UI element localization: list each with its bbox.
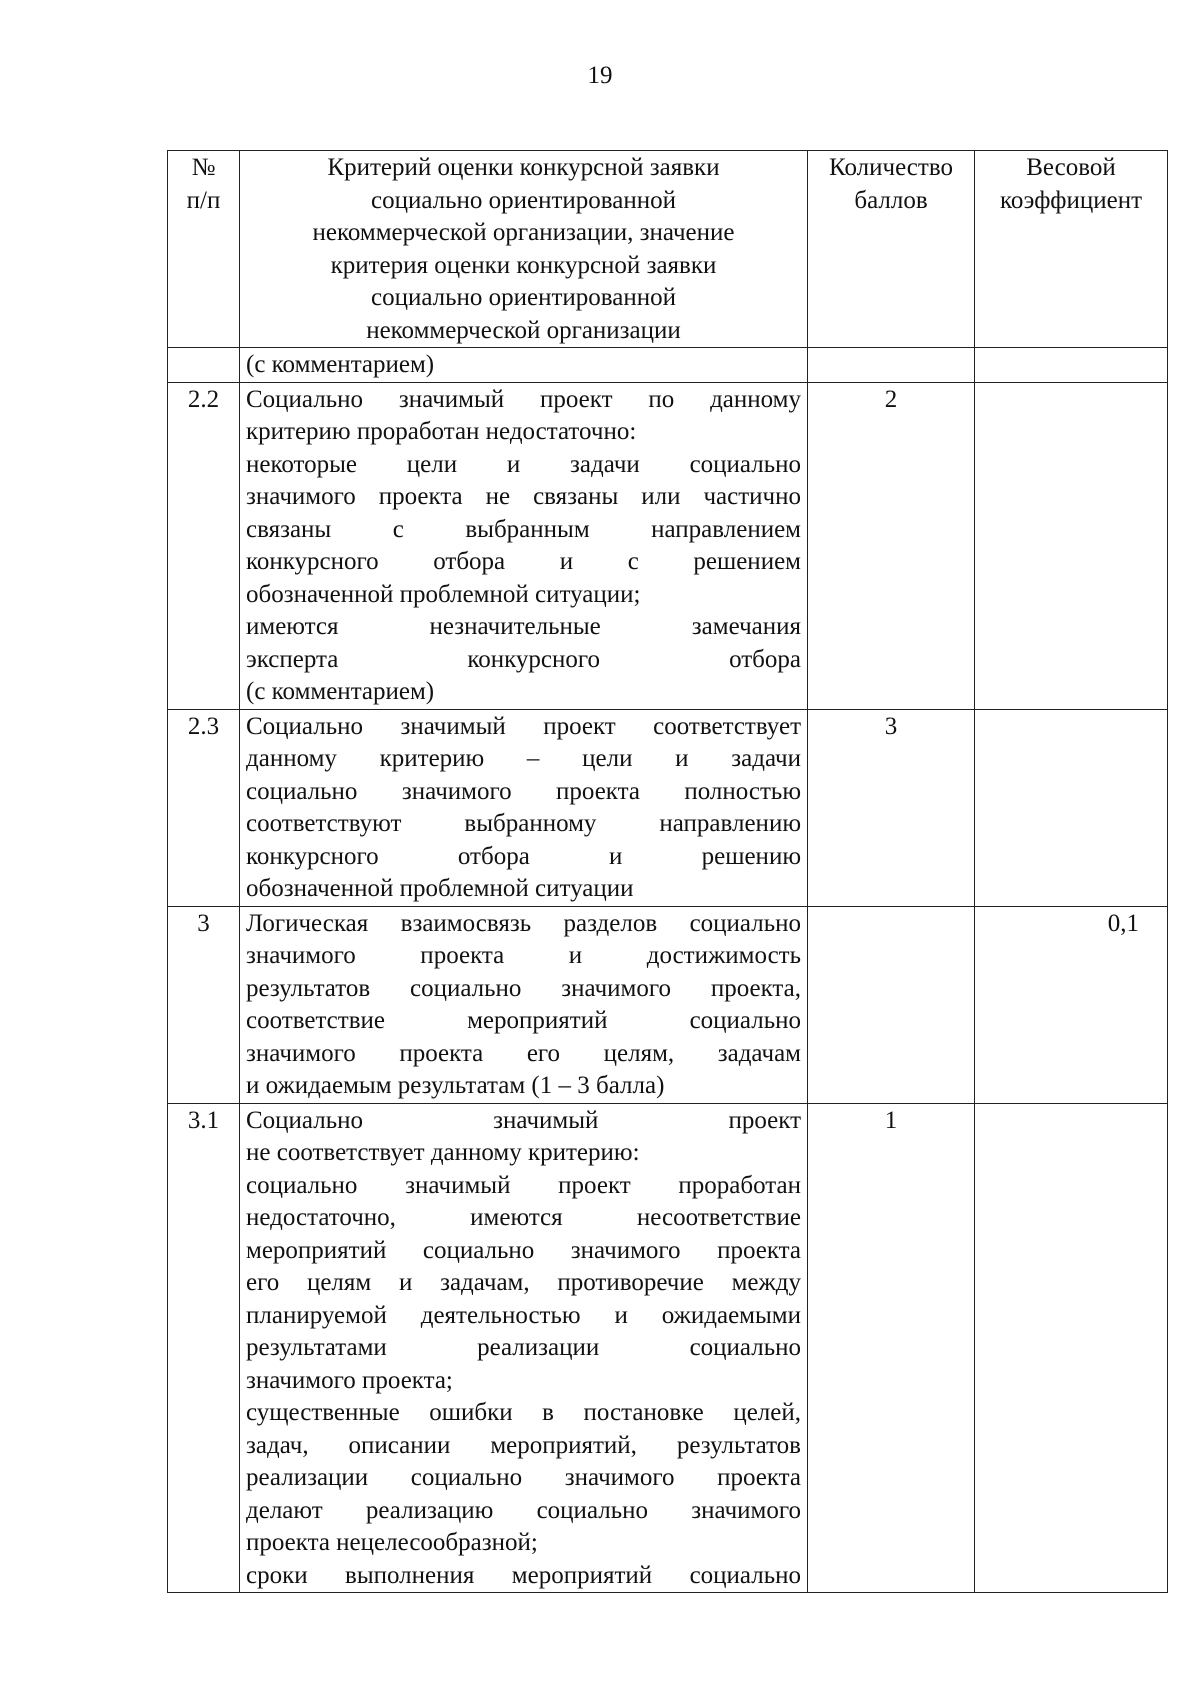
criterion-text-line: не соответствует данному критерию:: [246, 1139, 640, 1166]
criterion-text-line: и ожидаемым результатам (1 – 3 балла): [246, 1072, 665, 1099]
header-weight-line: коэффициент: [999, 186, 1143, 214]
points-cell: 1: [808, 1103, 975, 1593]
header-points-line: Количество: [829, 154, 953, 181]
header-weight-line: Весовой: [1026, 154, 1116, 181]
row-number-cell: 2.2: [168, 382, 240, 709]
criterion-text-line: результатов социально значимого проекта,: [246, 974, 801, 1002]
criterion-text-line: обозначенной проблемной ситуации: [246, 875, 634, 902]
header-criterion-line: некоммерческой организации: [366, 316, 681, 344]
criterion-text-line: (с комментарием): [246, 351, 435, 378]
table-row: [168, 348, 1168, 383]
criterion-text-line: соответствуют выбранному направлению: [246, 810, 801, 837]
header-row: [168, 151, 1168, 348]
criterion-text-line: критерию проработан недостаточно:: [246, 418, 637, 445]
criterion-text-line: делают реализацию социально значимого: [246, 1496, 801, 1524]
criterion-text-cell: [240, 382, 808, 709]
criterion-text-line: эксперта конкурсного отбора: [246, 645, 801, 673]
table-row: [168, 382, 1168, 709]
row-number-cell: [168, 348, 240, 383]
weight-cell: [975, 1103, 1168, 1593]
points-cell: 2: [808, 382, 975, 709]
criterion-text-line: данному критерию – цели и задачи: [246, 745, 801, 772]
header-criterion-line: социально ориентированной: [370, 186, 677, 214]
criterion-text-line: имеются незначительные замечания: [246, 613, 801, 640]
points-cell: [808, 906, 975, 1103]
points-cell: [808, 348, 975, 383]
header-criterion-line: Критерий оценки конкурсной заявки: [327, 154, 720, 181]
table-row: [168, 906, 1168, 1103]
header-num-line: п/п: [186, 186, 221, 214]
points-cell: 3: [808, 709, 975, 906]
row-number-cell: 3.1: [168, 1103, 240, 1593]
weight-cell: [975, 382, 1168, 709]
criterion-text-line: значимого проекта;: [246, 1366, 453, 1394]
criterion-text-line: проекта нецелесообразной;: [246, 1529, 538, 1556]
table-row: [168, 1103, 1168, 1593]
criterion-text-line: (с комментарием): [246, 678, 435, 705]
criterion-text-line: некоторые цели и задачи социально: [246, 450, 801, 478]
criterion-text-cell: [240, 906, 808, 1103]
criterion-text-cell: [240, 709, 808, 906]
header-criterion-cell: [240, 151, 808, 348]
criterion-text-line: Логическая взаимосвязь разделов социально: [246, 909, 801, 937]
criterion-text-line: реализации социально значимого проекта: [246, 1464, 801, 1491]
criterion-text-line: Социально значимый проект по данному: [246, 385, 801, 413]
criterion-text-line: значимого проекта и достижимость: [246, 942, 801, 969]
table-body: [168, 348, 1168, 1593]
header-points-line: баллов: [854, 186, 928, 214]
criterion-text-line: социально значимого проекта полностью: [246, 777, 801, 805]
criterion-text-line: его целям и задачам, противоречие между: [246, 1269, 801, 1296]
criterion-text-line: недостаточно, имеются несоответствие: [246, 1204, 801, 1231]
header-weight-cell: [975, 151, 1168, 348]
weight-cell: 0,1: [975, 906, 1168, 1103]
page-number: 19: [587, 62, 613, 89]
criterion-text-line: конкурсного отбора и решению: [246, 842, 801, 870]
header-criterion-line: критерия оценки конкурсной заявки: [330, 251, 717, 279]
criterion-text-line: существенные ошибки в постановке целей,: [246, 1399, 801, 1426]
header-num-line: №: [191, 154, 216, 181]
criterion-text-line: соответствие мероприятий социально: [246, 1007, 801, 1034]
header-criterion-line: социально ориентированной: [370, 284, 677, 311]
row-number-cell: 2.3: [168, 709, 240, 906]
header-points-cell: [808, 151, 975, 348]
table-row: [168, 709, 1168, 906]
criterion-text-line: сроки выполнения мероприятий социально: [246, 1561, 801, 1589]
criterion-text-line: конкурсного отбора и с решением: [246, 548, 801, 575]
row-number-cell: 3: [168, 906, 240, 1103]
criterion-text-cell: [240, 348, 808, 383]
criterion-text-line: связаны с выбранным направлением: [246, 515, 801, 543]
criterion-text-line: мероприятий социально значимого проекта: [246, 1236, 801, 1264]
weight-cell: [975, 709, 1168, 906]
criterion-text-line: задач, описании мероприятий, результатов: [246, 1431, 801, 1459]
criterion-text-line: обозначенной проблемной ситуации;: [246, 580, 641, 608]
criteria-table: [167, 150, 1168, 1593]
criterion-text-line: планируемой деятельностью и ожидаемыми: [246, 1301, 801, 1329]
criterion-text-line: значимого проекта его целям, задачам: [246, 1039, 801, 1067]
criterion-text-cell: [240, 1103, 808, 1593]
weight-cell: [975, 348, 1168, 383]
criterion-text-line: значимого проекта не связаны или частично: [246, 483, 801, 510]
criterion-text-line: результатами реализации социально: [246, 1334, 801, 1361]
criterion-text-line: Социально значимый проект соответствует: [246, 712, 801, 740]
header-num-cell: [168, 151, 240, 348]
criterion-text-line: социально значимый проект проработан: [246, 1171, 801, 1199]
criterion-text-line: Социально значимый проект: [246, 1106, 801, 1134]
header-criterion-line: некоммерческой организации, значение: [312, 219, 735, 246]
